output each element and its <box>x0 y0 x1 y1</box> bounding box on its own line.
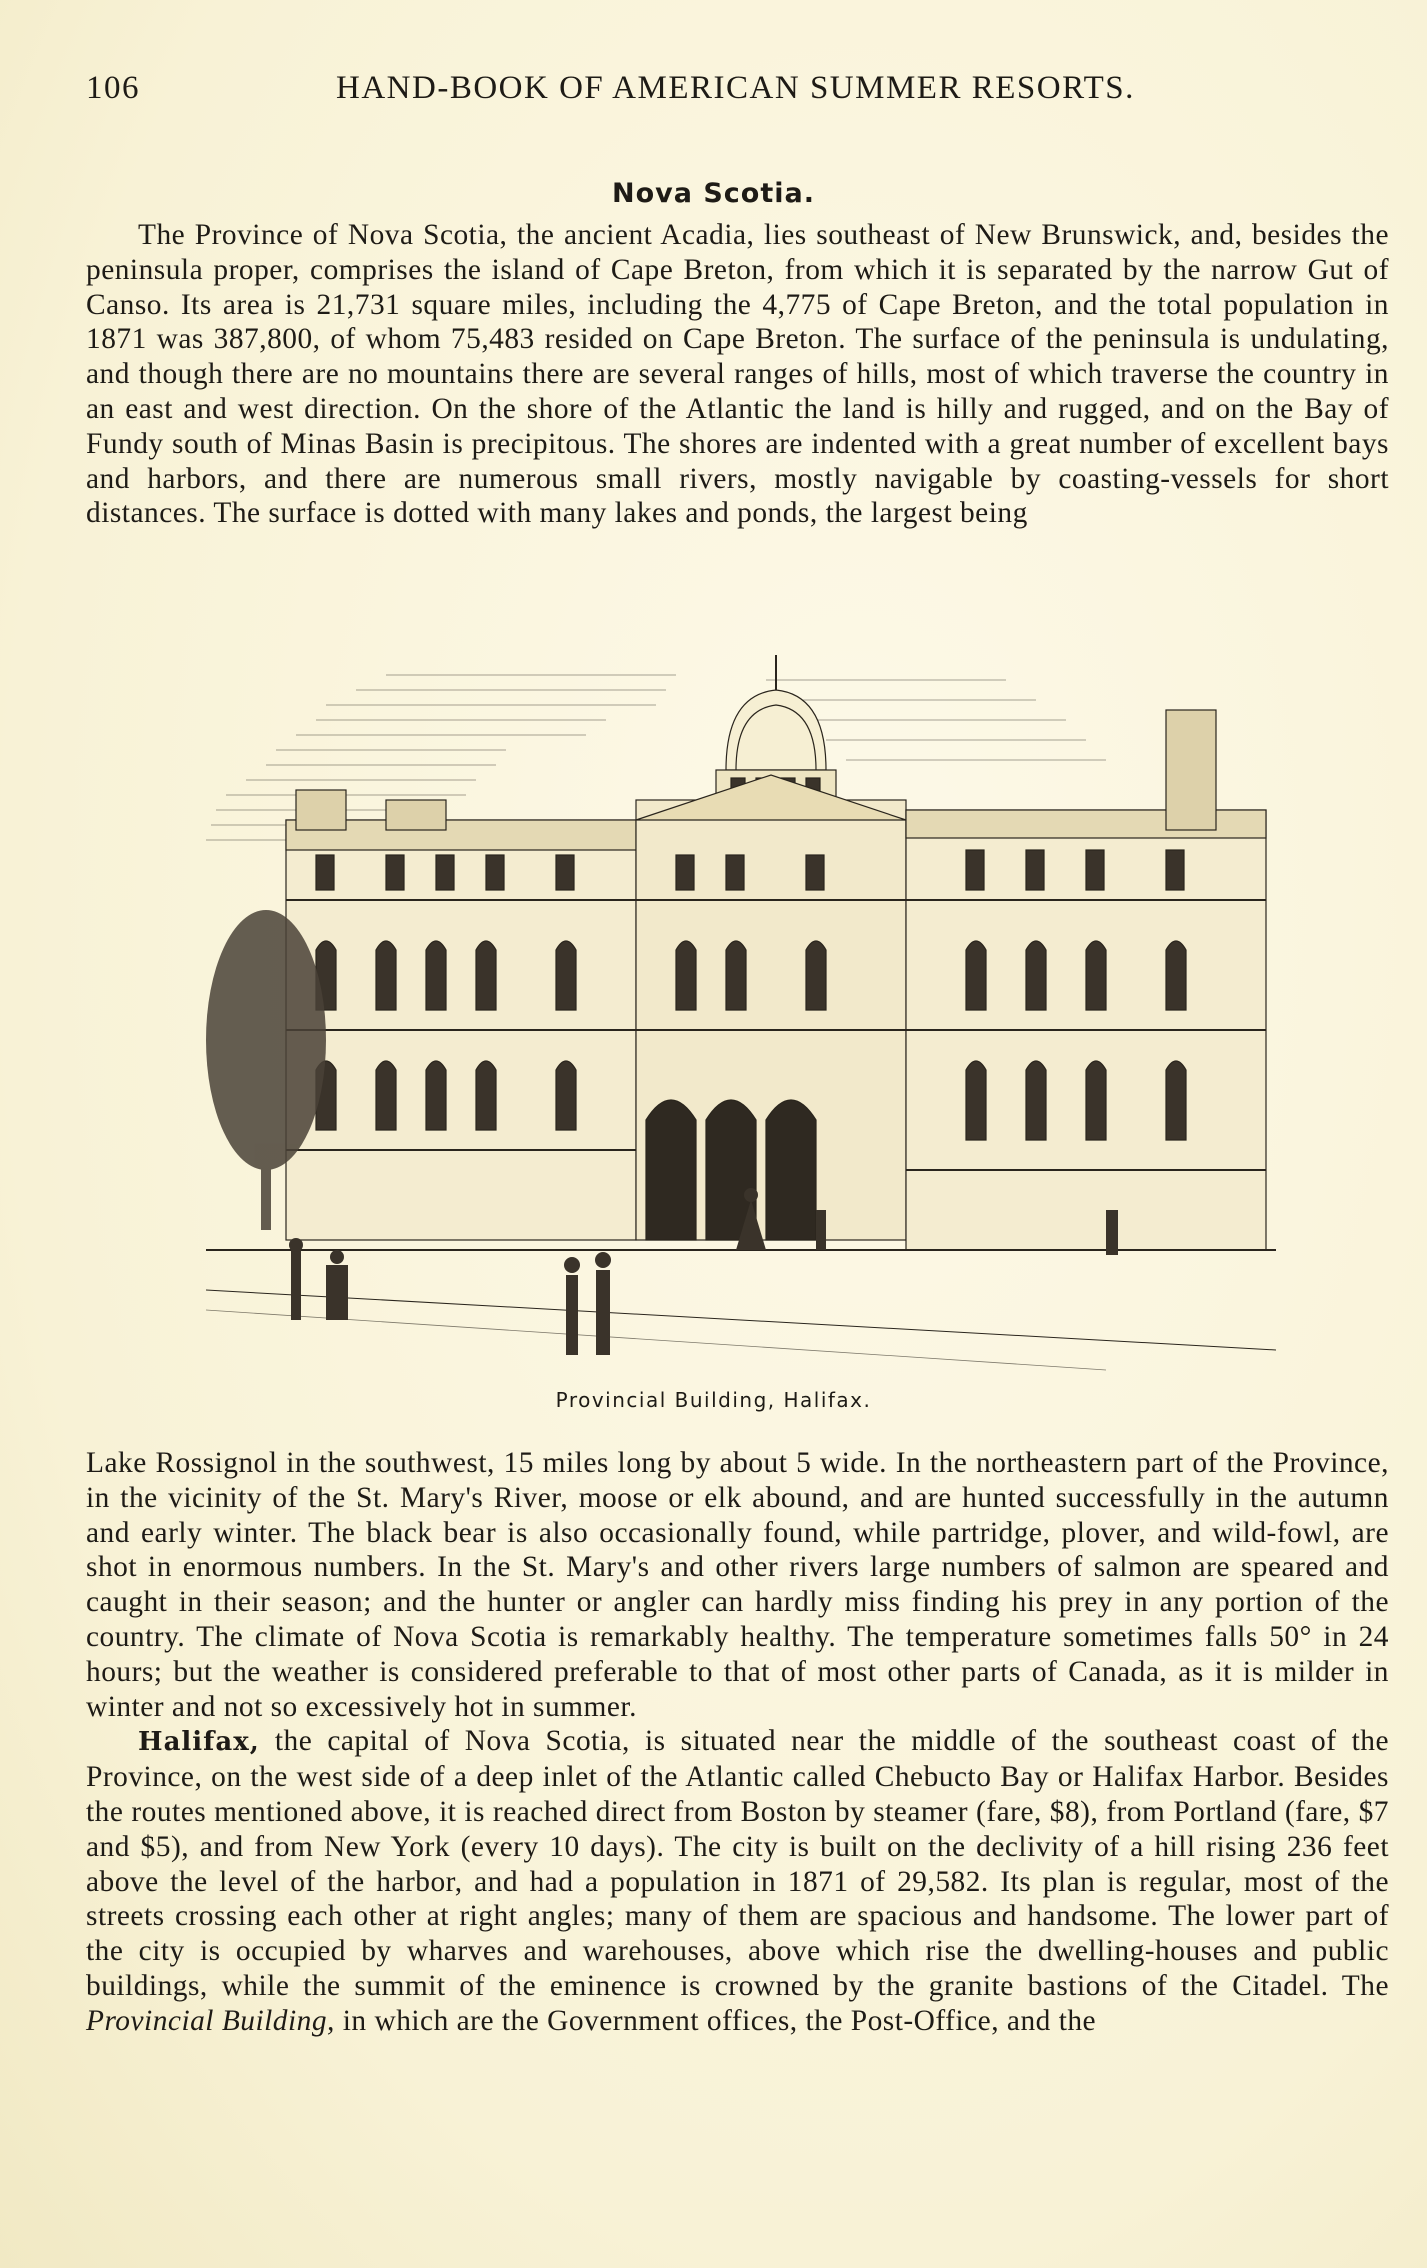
section-title: Nova Scotia. <box>611 178 815 209</box>
intro-paragraph-block <box>86 218 1389 531</box>
left-wing <box>286 790 636 1240</box>
continued-paragraph-block <box>86 1446 1389 2039</box>
entrance-arches <box>646 1100 816 1240</box>
intro-paragraph: The Province of Nova Scotia, the ancient Acadia, lies southeast of New Brunswick, and, besides the peninsula proper, comprises the island of Cape Breton, from which it is separated by the narrow Gut of Canso. Its area is 21,731 square miles, including the 4,775 of Cape Breton, and the total population in 1871 was 387,800, of whom 75,483 resided on Cape Breton. The surface of the peninsula is undulating, and though there are no mountains there are several ranges of hills, most of which traverse the country in an east and west direction. On the shore of the Atlantic the land is hilly and rugged, and on the Bay of Fundy south of Minas Basin is precipitous. The shores are indented with a great number of excellent bays and harbors, and there are numerous small rivers, mostly navigable by coasting-vessels for short distances. The surface is dotted with many lakes and ponds, the largest being <box>86 219 1389 530</box>
illustration-caption: Provincial Building, Halifax. <box>555 1388 872 1412</box>
running-title: HAND-BOOK OF AMERICAN SUMMER RESORTS. <box>336 70 1135 106</box>
halifax-lead: Halifax, <box>138 1727 260 1758</box>
continued-paragraph: Lake Rossignol in the southwest, 15 miles long by about 5 wide. In the northeastern part of the Province, in the vicinity of the St. Mary's River, moose or elk abound, and are hunted successfully in the autumn and early winter. The black bear is also occasionally found, while partridge, plover, and wild-fowl, are shot in enormous numbers. In the St. Mary's and other rivers large numbers of salmon are speared and caught in their season; and the hunter or angler can hardly miss finding his prey in any portion of the country. The climate of Nova Scotia is remarkably healthy. The temperature sometimes falls 50° in 24 hours; but the weather is considered preferable to that of most other parts of Canada, as it is milder in winter and not so excessively hot in summer. <box>86 1447 1389 1723</box>
page-header <box>86 70 1389 120</box>
halifax-tail: in which are the Government offices, the Post-Office, and the <box>334 2004 1097 2037</box>
page-number: 106 <box>86 70 140 106</box>
street <box>206 1250 1276 1370</box>
provincial-building-illustration <box>206 650 1276 1380</box>
halifax-body: the capital of Nova Scotia, is situated near the middle of the southeast coast of the Province, on the west side of a deep inlet of the Atlantic called Chebucto Bay or Halifax Harbor. Besides the routes mentioned above, it is reached direct from Boston by steamer (fare, $8), from Portland (fare, $7 and $5), and from New York (every 10 days). The city is built on the declivity of a hill rising 236 feet above the level of the harbor, and had a population in 1871 of 29,582. Its plan is regular, most of the streets crossing each other at right angles; many of them are spacious and handsome. The lower part of the city is occupied by wharves and warehouses, above which rise the dwelling-houses and public buildings, while the summit of the eminence is crowned by the granite bastions of the Citadel. The <box>86 1725 1389 2002</box>
halifax-paragraph <box>86 1724 1389 2038</box>
provincial-building-italic: Provincial Building, <box>86 2004 335 2037</box>
